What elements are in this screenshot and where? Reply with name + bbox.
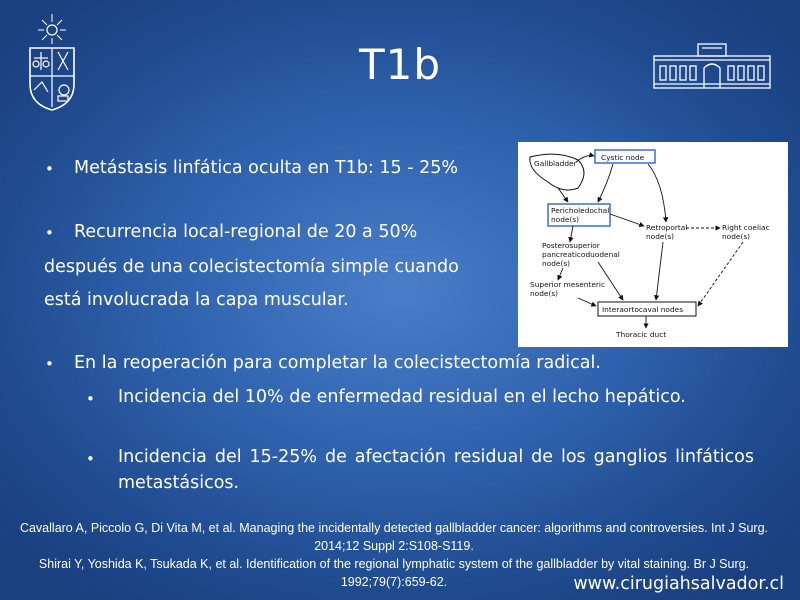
node-pericholedochal: Pericholedochal (551, 206, 610, 215)
bullet-text: En la reoperación para completar la colecistectomía radical. (74, 353, 601, 373)
reference-item: Cavallaro A, Piccolo G, Di Vita M, et al. Managing the incidentally detected gallbladder cancer: algorithms and controversies. Int J Surg. 2014;12 Suppl 2:S108-S119. (19, 521, 769, 553)
edge-retroportal-interaortocaval (656, 242, 663, 300)
node-thoracic-duct: Thoracic duct (616, 330, 667, 339)
website-url: www.cirugiahsalvador.cl (573, 574, 784, 594)
bullet-text: Recurrencia local-regional de 20 a 50% (74, 222, 418, 242)
lymphatic-diagram (518, 142, 788, 347)
node-superior-mesenteric: node(s) (530, 289, 559, 298)
slide-title: T1b (358, 40, 442, 89)
sub-bullet-icon: • (86, 390, 95, 408)
reference-item: Shirai Y, Yoshida K, Tsukada K, et al. Identification of the regional lymphatic system of the gallbladder by vital staining. Br J Surg. 1992;79(7):659-62. (38, 557, 750, 589)
node-right-coeliac: Right coeliac (722, 223, 770, 232)
node-posterosuperior: Posterosuperior (542, 241, 600, 250)
bullet-icon: • (45, 224, 54, 242)
node-pericholedochal: node(s) (551, 215, 580, 224)
sub-bullet-icon: • (86, 450, 95, 468)
node-retroportal: node(s) (646, 232, 675, 241)
bullet-text: Metástasis linfática oculta en T1b: 15 - 25% (74, 158, 458, 178)
node-right-coeliac: node(s) (722, 232, 751, 241)
node-interaortocaval: Interaortocaval nodes (602, 305, 684, 314)
node-superior-mesenteric: Superior mesenteric (530, 280, 606, 289)
node-posterosuperior: node(s) (542, 259, 571, 268)
node-cystic: Cystic node (601, 153, 645, 162)
edge-coeliac-interaortocaval (698, 242, 743, 306)
node-retroportal: Retroportal (646, 223, 688, 232)
bullet-icon: • (45, 160, 54, 178)
sub-bullet-text: Incidencia del 10% de enfermedad residual en el lecho hepático. (118, 387, 686, 407)
edge-mesenteric-interaortocaval (578, 298, 596, 306)
continuation-text: después de una colecistectomía simple cuando (44, 257, 459, 277)
sub-bullet-text: Incidencia del 15-25% de afectación residual de los ganglios linfáticos metastásicos. (118, 447, 754, 493)
bullet-icon: • (45, 355, 54, 373)
continuation-text: está involucrada la capa muscular. (44, 290, 349, 310)
edge-cystic-pericholedochal (598, 164, 613, 202)
edge-pericholedochal-posterosuperior (570, 226, 573, 242)
node-gallbladder: Gallbladder (534, 159, 577, 168)
edge-pericholedochal-retroportal (610, 214, 644, 226)
node-posterosuperior: pancreaticoduodenal (542, 250, 620, 259)
edge-posterosuperior-mesenteric (558, 268, 563, 280)
edge-cystic-retroportal (648, 164, 666, 222)
